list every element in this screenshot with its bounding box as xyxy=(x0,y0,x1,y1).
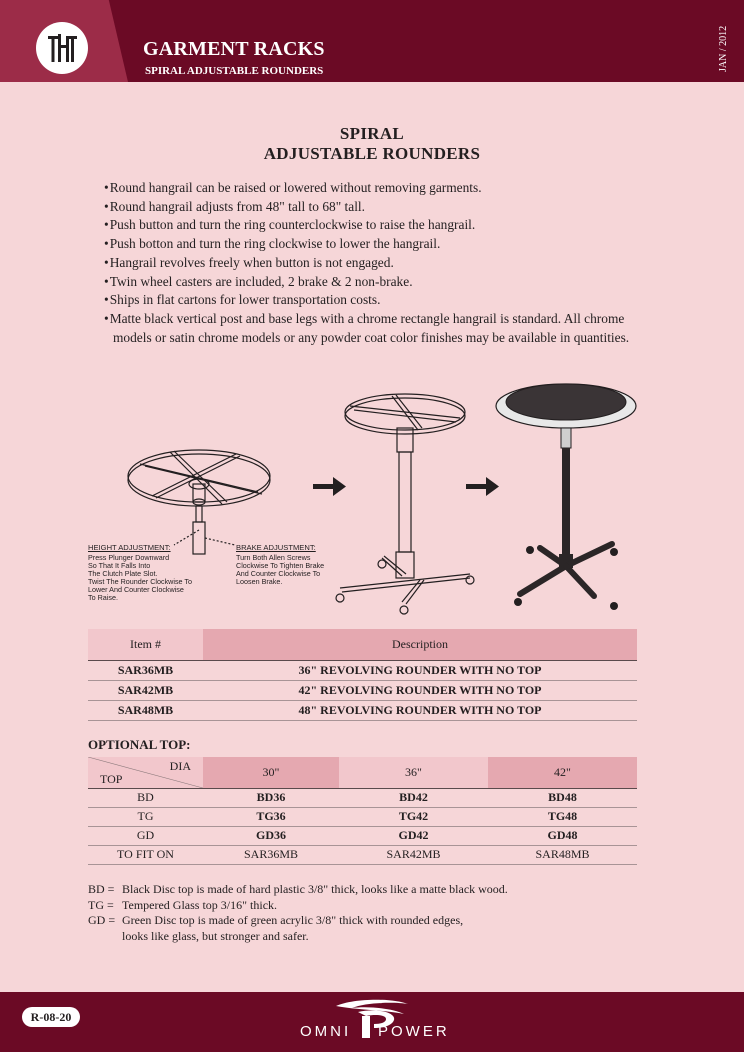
note-line: The Clutch Plate Slot. xyxy=(88,568,158,578)
fit-model: SAR42MB xyxy=(339,845,488,864)
brand-name-power: POWER xyxy=(378,1023,450,1040)
item-number: SAR42MB xyxy=(88,680,203,700)
feature-item: • Ships in flat cartons for lower transportation costs. xyxy=(104,291,644,310)
table-row xyxy=(88,807,637,826)
optional-top-label: OPTIONAL TOP: xyxy=(88,737,191,752)
brake-adjustment-title: BRAKE ADJUSTMENT: xyxy=(236,543,316,552)
table-row xyxy=(88,660,637,680)
page-number-badge: R-08-20 xyxy=(22,1007,80,1027)
middle-rounder-drawing xyxy=(336,394,474,614)
top-code: BD48 xyxy=(488,788,637,807)
top-code: TG36 xyxy=(203,807,339,826)
note-line: And Counter Clockwise To xyxy=(236,568,321,578)
footnotes xyxy=(88,882,508,944)
table-row xyxy=(88,700,637,720)
feature-item: • Push button and turn the ring counterclockwise to raise the hangrail. xyxy=(104,216,644,235)
note-line: So That It Falls Into xyxy=(88,560,151,570)
top-code: GD36 xyxy=(203,826,339,845)
top-code: BD42 xyxy=(339,788,488,807)
top-type: GD xyxy=(88,826,203,845)
footnote xyxy=(88,913,508,929)
items-table xyxy=(88,629,637,721)
note-line: Press Plunger Downward xyxy=(88,553,170,562)
exploded-rounder-drawing xyxy=(128,450,270,554)
feature-item: • Round hangrail can be raised or lowered without removing garments. xyxy=(104,179,644,198)
top-type: BD xyxy=(88,788,203,807)
item-number: SAR48MB xyxy=(88,700,203,720)
note-line: Loosen Brake. xyxy=(236,576,283,586)
header-title: GARMENT RACKS xyxy=(143,38,325,60)
description-column-header: Description xyxy=(203,629,637,660)
page-title-line2: ADJUSTABLE ROUNDERS xyxy=(263,144,481,163)
top-label: TOP xyxy=(100,772,123,786)
note-line: Turn Both Allen Screws xyxy=(236,553,311,562)
corner-header-cell xyxy=(88,757,203,788)
height-adjustment-text xyxy=(88,554,192,601)
feature-item: • Matte black vertical post and base legs with a chrome rectangle hangrail is standard. All chrome models or satin chrome models or any powder coat color finishes may be available in quantities. xyxy=(104,310,644,347)
table-row xyxy=(88,680,637,700)
page-title-line1: SPIRAL xyxy=(339,124,405,143)
table-row xyxy=(88,826,637,845)
item-description: 36" REVOLVING ROUNDER WITH NO TOP xyxy=(203,660,637,680)
footnote-key: GD = xyxy=(88,913,116,927)
size-header: 36" xyxy=(339,757,488,788)
item-description: 42" REVOLVING ROUNDER WITH NO TOP xyxy=(203,680,637,700)
top-type: TG xyxy=(88,807,203,826)
note-line: To Raise. xyxy=(88,592,118,602)
table-header-row xyxy=(88,757,637,788)
right-arrow-icon xyxy=(466,477,499,496)
size-header: 30" xyxy=(203,757,339,788)
header-subtitle: SPIRAL ADJUSTABLE ROUNDERS xyxy=(145,65,324,77)
footnote-text: Green Disc top is made of green acrylic 3/8" thick with rounded edges, xyxy=(122,913,464,927)
item-number: SAR36MB xyxy=(88,660,203,680)
note-line: Lower And Counter Clockwise xyxy=(88,584,184,594)
table-header-row xyxy=(88,629,637,660)
header-date: JAN / 2012 xyxy=(718,25,729,72)
fit-label: TO FIT ON xyxy=(88,845,203,864)
feature-item: • Hangrail revolves freely when button is not engaged. xyxy=(104,254,644,273)
rounder-with-top-drawing xyxy=(496,384,636,610)
top-code: GD48 xyxy=(488,826,637,845)
right-arrow-icon xyxy=(313,477,346,496)
item-column-header: Item # xyxy=(88,629,203,660)
top-code: TG42 xyxy=(339,807,488,826)
table-row xyxy=(88,788,637,807)
footnote-key: TG = xyxy=(88,897,114,912)
item-description: 48" REVOLVING ROUNDER WITH NO TOP xyxy=(203,700,637,720)
feature-list xyxy=(104,179,644,347)
note-line: Twist The Rounder Clockwise To xyxy=(88,576,192,586)
footnote-continuation: looks like glass, but stronger and safer. xyxy=(122,928,309,943)
note-line: Clockwise To Tighten Brake xyxy=(236,560,325,570)
top-code: BD36 xyxy=(203,788,339,807)
fit-model: SAR48MB xyxy=(488,845,637,864)
brake-adjustment-text xyxy=(236,554,324,586)
feature-item: • Twin wheel casters are included, 2 brake & 2 non-brake. xyxy=(104,273,644,292)
footnote-text: Tempered Glass top 3/16" thick. xyxy=(122,897,278,912)
top-code: GD42 xyxy=(339,826,488,845)
fit-model: SAR36MB xyxy=(203,845,339,864)
footnote-key: BD = xyxy=(88,882,115,896)
footnote xyxy=(88,898,508,914)
feature-item: • Push botton and turn the ring clockwise to lower the hangrail. xyxy=(104,235,644,254)
footnote-text: Black Disc top is made of hard plastic 3/8" thick, looks like a matte black wood. xyxy=(122,882,508,896)
optional-top-table xyxy=(88,757,637,865)
top-code: TG48 xyxy=(488,807,637,826)
brand-name-omni: OMNI xyxy=(300,1023,352,1040)
brand-logo-icon xyxy=(36,22,88,74)
dia-label: DIA xyxy=(169,759,191,773)
feature-item: • Round hangrail adjusts from 48" tall to 68" tall. xyxy=(104,198,644,217)
height-adjustment-title: HEIGHT ADJUSTMENT: xyxy=(88,543,171,552)
size-header: 42" xyxy=(488,757,637,788)
table-row xyxy=(88,845,637,864)
footnote xyxy=(88,882,508,898)
